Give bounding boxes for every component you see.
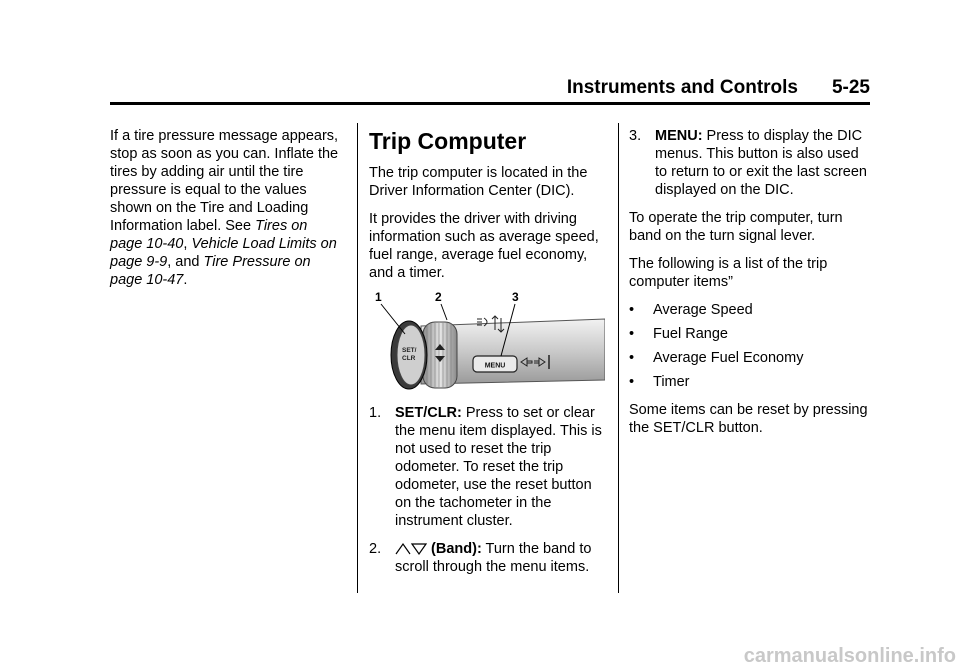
list-intro-paragraph: The following is a list of the trip computer items” [629,256,828,290]
bullet-text: Average Fuel Economy [653,350,804,366]
item-label: SET/CLR: [395,405,462,421]
list-item-menu [629,127,871,199]
bullet-icon: • [629,302,635,318]
set-label: SET/ [402,347,417,354]
band-up-icon [395,542,411,556]
intro-paragraph: The trip computer is located in the Driver Information Center (DIC). [369,165,588,199]
bullet-icon: • [629,326,635,342]
page-number: 5-25 [831,77,870,98]
clr-label: CLR [402,355,416,362]
column-1 [110,127,342,299]
item-number: 2. [369,541,382,557]
link-tires[interactable]: Tires on page 10-40 [110,218,308,252]
tire-pressure-paragraph [110,127,342,289]
callout-1: 1 [375,292,382,304]
turn-signal-lever-figure [369,292,605,392]
list-item [629,349,871,367]
list-item [629,325,871,343]
item-label: MENU: [655,128,703,144]
item-label: (Band): [431,541,482,557]
column-divider-2 [618,123,619,593]
item-text: Turn the band to scroll through the menu items. [395,541,592,575]
callout-3: 3 [512,292,519,304]
band-down-icon [411,542,427,556]
item-text: Press to set or clear the menu item displayed. This is not used to reset the trip odometer. To reset the trip odometer, use the reset button on the tachometer in the instrument cluster. [395,405,602,529]
operate-paragraph: To operate the trip computer, turn band on the turn signal lever. [629,210,843,244]
period: . [183,272,188,288]
watermark: carmanualsonline.info [743,645,956,667]
section-heading: Trip Computer [369,128,527,154]
reset-paragraph: Some items can be reset by pressing the SET/CLR button. [629,402,868,436]
description-paragraph: It provides the driver with driving information such as average speed, fuel range, average fuel economy, and a timer. [369,211,599,281]
list-item [629,373,871,391]
column-divider-1 [357,123,358,593]
callout-2: 2 [435,292,442,304]
list-item-set-clr [369,404,605,530]
item-number: 3. [629,128,642,144]
list-item-band [369,540,605,576]
bullet-text: Timer [653,374,690,390]
separator: , and [167,254,204,270]
bullet-icon: • [629,350,635,366]
section-title: Instruments and Controls [566,77,798,98]
menu-label: MENU [484,362,506,370]
item-number: 1. [369,405,382,421]
lever-illustration [369,292,605,392]
bullet-text: Average Speed [653,302,753,318]
item-text: Press to display the DIC menus. This button is also used to return to or exit the last screen displayed on the DIC. [655,128,867,198]
bullet-text: Fuel Range [653,326,728,342]
band-knurl [423,322,457,388]
column-3 [629,127,871,447]
link-tire-pressure[interactable]: Tire Pressure on page 10-47 [110,254,311,288]
list-item [629,301,871,319]
page-header [110,76,870,105]
high-beam-icon [477,318,487,326]
separator: , [183,236,192,252]
paragraph-text: If a tire pressure message appears, stop as soon as you can. Inflate the tires by adding air until the tire pressure is equal to the values shown on the Tire and Loading Information label. See [110,128,339,234]
column-2 [369,128,605,586]
bullet-icon: • [629,374,635,390]
link-vehicle-load-limits[interactable]: Vehicle Load Limits on page 9-9 [110,236,337,270]
